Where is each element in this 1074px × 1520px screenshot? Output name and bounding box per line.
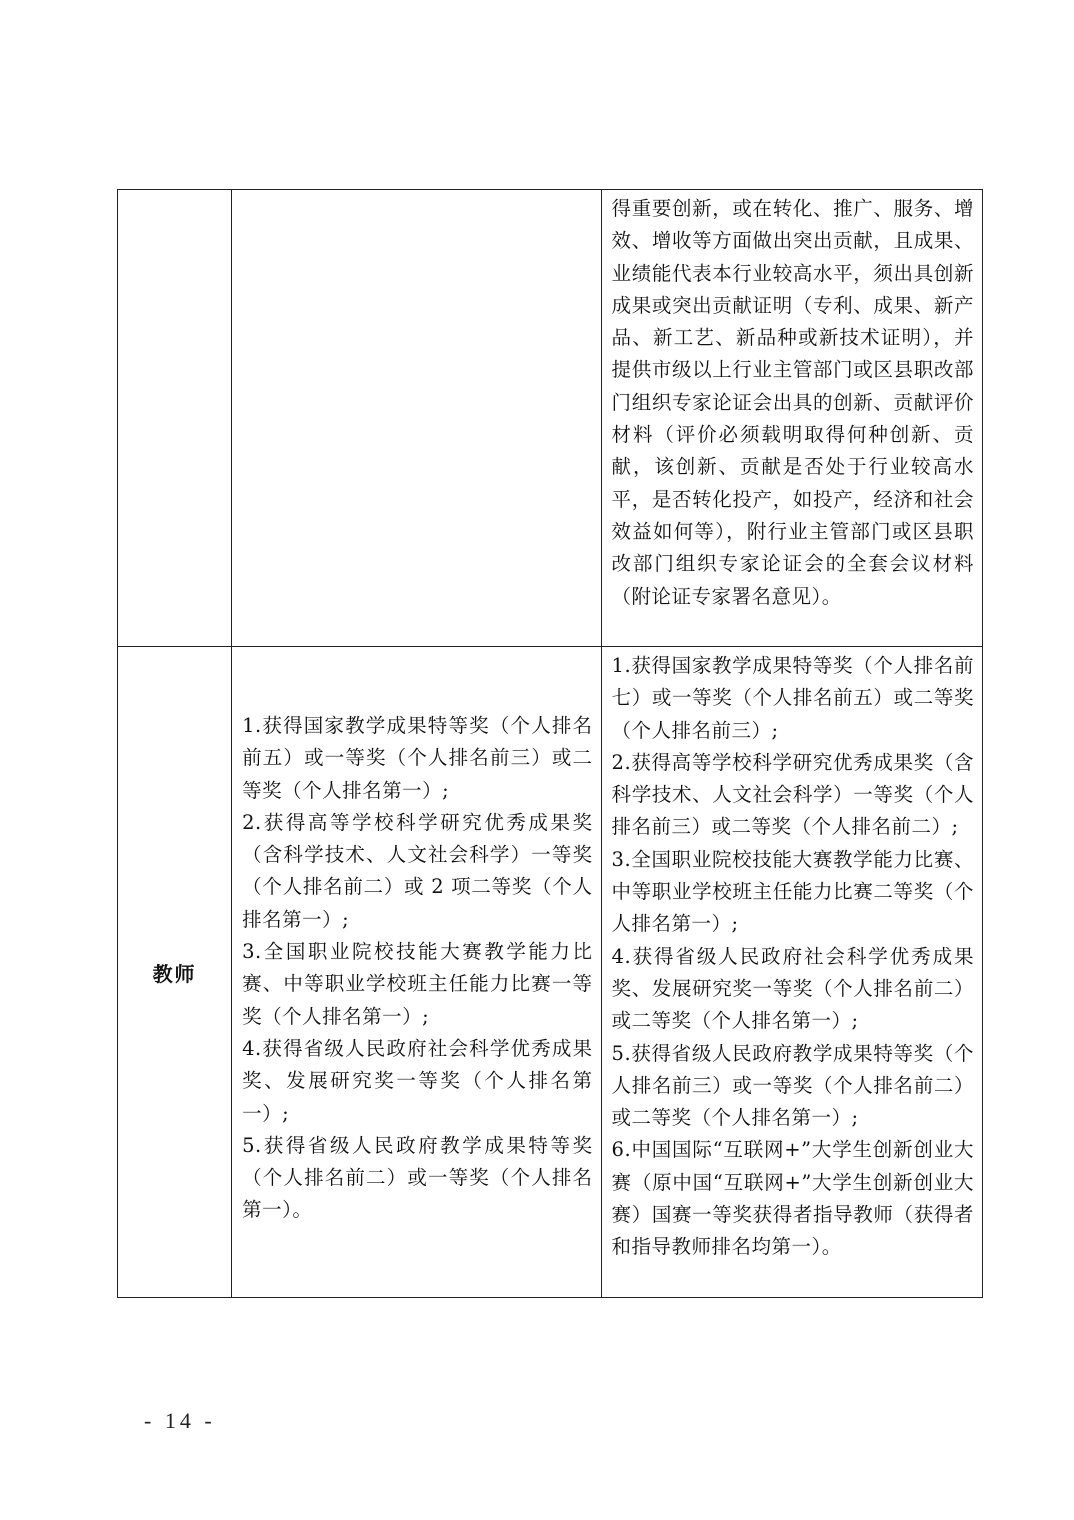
right-cell: [601, 190, 982, 647]
table-row: [118, 190, 983, 647]
criteria-item: 4.获得省级人民政府社会科学优秀成果奖、发展研究奖一等奖（个人排名前二）或二等奖（个人排名第一）;: [611, 944, 974, 1033]
criteria-item: 1.获得国家教学成果特等奖（个人排名前五）或一等奖（个人排名前三）或二等奖（个人排名第一）;: [242, 714, 593, 802]
right-cell: [601, 647, 982, 1298]
middle-criteria-list: [232, 647, 600, 1230]
category-label: 教师: [152, 961, 197, 986]
criteria-table: [117, 189, 983, 1298]
category-text: [118, 190, 231, 196]
criteria-item: 3.全国职业院校技能大赛教学能力比赛、中等职业学校班主任能力比赛二等奖（个人排名第一）;: [611, 847, 974, 936]
right-criteria-list: [602, 647, 982, 1267]
page-number: - 14 -: [144, 1408, 216, 1433]
middle-cell: [232, 647, 601, 1298]
criteria-item: 1.获得国家教学成果特等奖（个人排名前七）或一等奖（个人排名前五）或二等奖（个人排名前三）;: [611, 654, 974, 742]
criteria-item: 4.获得省级人民政府社会科学优秀成果奖、发展研究奖一等奖（个人排名第一）;: [242, 1036, 593, 1125]
middle-text: [232, 190, 600, 196]
category-cell: [118, 190, 232, 647]
requirement-text: 得重要创新，或在转化、推广、服务、增效、增收等方面做出突出贡献，且成果、业绩能代表本行业较高水平，须出具创新成果或突出贡献证明（专利、成果、新产品、新工艺、新品种或新技术证明），并提供市级以上行业主管部门或区县职改部门组织专家论证会出具的创新、贡献评价材料（评价必须载明取得何种创新、贡献，该创新、贡献是否处于行业较高水平，是否转化投产，如投产，经济和社会效益如何等），附行业主管部门或区县职改部门组织专家论证会的全套会议材料（附论证专家署名意见）。: [611, 197, 974, 608]
category-cell: [118, 647, 232, 1298]
criteria-item: 2.获得高等学校科学研究优秀成果奖（含科学技术、人文社会科学）一等奖（个人排名前二）或 2 项二等奖（个人排名第一）;: [242, 810, 593, 931]
criteria-item: 2.获得高等学校科学研究优秀成果奖（含科学技术、人文社会科学）一等奖（个人排名前三）或二等奖（个人排名前二）;: [611, 750, 974, 839]
criteria-item: 6.中国国际“互联网+”大学生创新创业大赛（原中国“互联网+”大学生创新创业大赛）国赛一等奖获得者指导教师（获得者和指导教师排名均第一）。: [611, 1138, 974, 1259]
criteria-item: 5.获得省级人民政府教学成果特等奖（个人排名前二）或一等奖（个人排名第一）。: [242, 1133, 593, 1222]
middle-cell: [232, 190, 601, 647]
criteria-item: 5.获得省级人民政府教学成果特等奖（个人排名前三）或一等奖（个人排名前二）或二等奖（个人排名第一）;: [611, 1041, 974, 1130]
table-row: [118, 647, 983, 1298]
criteria-item: 3.全国职业院校技能大赛教学能力比赛、中等职业学校班主任能力比赛一等奖（个人排名第一）;: [242, 940, 593, 1028]
